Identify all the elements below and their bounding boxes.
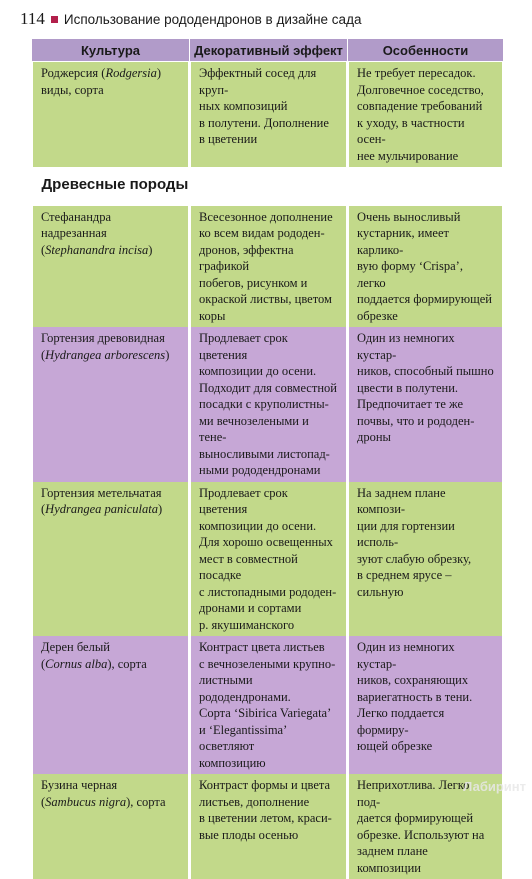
cell-text-line: дается формирующей bbox=[357, 810, 494, 827]
cell-text-line: Стефанандра bbox=[41, 209, 180, 226]
cell-culture bbox=[32, 62, 190, 168]
cell-text-line: ными рододендронами bbox=[199, 462, 338, 479]
running-title: Использование рододендронов в дизайне сада bbox=[64, 12, 362, 27]
cell-text-line: вые плоды осенью bbox=[199, 827, 338, 844]
cell-text-line: (Sambucus nigra), сорта bbox=[41, 794, 180, 811]
plants-table bbox=[30, 38, 505, 879]
cell-text-line: р. якушиманского bbox=[199, 617, 338, 634]
cell-text-line: (Hydrangea arborescens) bbox=[41, 347, 180, 364]
cell-text-line: окраской листвы, цветом bbox=[199, 291, 338, 308]
cell-text-line: ников, способный пышно bbox=[357, 363, 494, 380]
cell-text-line: с вечнозелеными крупно- bbox=[199, 656, 338, 673]
cell-features bbox=[348, 482, 504, 637]
cell-text-line: заднем плане композиции bbox=[357, 843, 494, 876]
page-number: 114 bbox=[20, 9, 45, 29]
cell-text-line: дронов, эффектна графикой bbox=[199, 242, 338, 275]
cell-text-line: почвы, что и рододен- bbox=[357, 413, 494, 430]
cell-text-line: Продлевает срок цветения bbox=[199, 330, 338, 363]
cell-features bbox=[348, 206, 504, 328]
cell-text-line: Очень выносливый bbox=[357, 209, 494, 226]
table-row bbox=[32, 636, 504, 774]
cell-text-line: в среднем ярусе – сильную bbox=[357, 567, 494, 600]
cell-text-line: к уходу, в частности осен- bbox=[357, 115, 494, 148]
watermark-labirint: Лабиринт bbox=[463, 779, 526, 794]
cell-effect bbox=[190, 636, 348, 774]
cell-text-line: Эффектный сосед для круп- bbox=[199, 65, 338, 98]
cell-effect bbox=[190, 327, 348, 482]
cell-text-line: Предпочитает те же bbox=[357, 396, 494, 413]
cell-text-line: и ‘Elegantissima’ осветляют bbox=[199, 722, 338, 755]
cell-text-line: в цветении летом, краси- bbox=[199, 810, 338, 827]
cell-culture bbox=[32, 636, 190, 774]
cell-text-line: Один из немногих кустар- bbox=[357, 330, 494, 363]
cell-text-line: Роджерсия (Rodgersia) bbox=[41, 65, 180, 82]
cell-text-line: Гортензия метельчатая bbox=[41, 485, 180, 502]
cell-text-line: Бузина черная bbox=[41, 777, 180, 794]
cell-text-line: вую форму ‘Crispa’, легко bbox=[357, 258, 494, 291]
table-header-row bbox=[32, 39, 504, 62]
cell-text-line: выносливыми листопад- bbox=[199, 446, 338, 463]
cell-features bbox=[348, 327, 504, 482]
cell-text-line: с листопадными рододен- bbox=[199, 584, 338, 601]
cell-text-line: коры bbox=[199, 308, 338, 325]
table-row bbox=[32, 206, 504, 328]
cell-culture bbox=[32, 482, 190, 637]
cell-culture bbox=[32, 774, 190, 879]
table-row bbox=[32, 482, 504, 637]
cell-text-line: Сорта ‘Sibirica Variegata’ bbox=[199, 705, 338, 722]
cell-text-line: поддается формирующей bbox=[357, 291, 494, 308]
bullet-square-icon bbox=[51, 16, 58, 23]
cell-text-line: Гортензия древовидная bbox=[41, 330, 180, 347]
cell-text-line: композиции до осени. bbox=[199, 518, 338, 535]
cell-text-line: Дерен белый bbox=[41, 639, 180, 656]
cell-effect bbox=[190, 774, 348, 879]
cell-text-line: Неприхотлива. Легко под- bbox=[357, 777, 494, 810]
cell-text-line: цвести в полутени. bbox=[357, 380, 494, 397]
cell-text-line: нее мульчирование bbox=[357, 148, 494, 165]
cell-text-line: дроны bbox=[357, 429, 494, 446]
cell-text-line: Подходит для совместной bbox=[199, 380, 338, 397]
cell-text-line: посадки с круполистны- bbox=[199, 396, 338, 413]
cell-text-line: композицию bbox=[199, 755, 338, 772]
cell-text-line: ми вечнозелеными и тене- bbox=[199, 413, 338, 446]
cell-text-line: кустарник, имеет карлико- bbox=[357, 225, 494, 258]
cell-text-line: обрезке. Используют на bbox=[357, 827, 494, 844]
cell-text-line: надрезанная bbox=[41, 225, 180, 242]
cell-text-line: совпадение требований bbox=[357, 98, 494, 115]
cell-text-line: листьев, дополнение bbox=[199, 794, 338, 811]
table-row bbox=[32, 327, 504, 482]
cell-text-line: ции для гортензии исполь- bbox=[357, 518, 494, 551]
cell-culture bbox=[32, 327, 190, 482]
cell-text-line: мест в совместной посадке bbox=[199, 551, 338, 584]
cell-text-line: ных композиций bbox=[199, 98, 338, 115]
cell-text-line: На заднем плане компози- bbox=[357, 485, 494, 518]
cell-text-line: (Hydrangea paniculata) bbox=[41, 501, 180, 518]
cell-text-line: листными рододендронами. bbox=[199, 672, 338, 705]
table-row bbox=[32, 62, 504, 168]
cell-text-line: Долговечное соседство, bbox=[357, 82, 494, 99]
cell-text-line: Контраст цвета листьев bbox=[199, 639, 338, 656]
cell-text-line: ников, сохраняющих bbox=[357, 672, 494, 689]
cell-features bbox=[348, 636, 504, 774]
cell-text-line: в цветении bbox=[199, 131, 338, 148]
table-body bbox=[32, 62, 504, 879]
cell-text-line: в полутени. Дополнение bbox=[199, 115, 338, 132]
page-header bbox=[20, 6, 512, 32]
cell-effect bbox=[190, 482, 348, 637]
cell-text-line: побегов, рисунком и bbox=[199, 275, 338, 292]
section-title: Древесные породы bbox=[32, 167, 504, 206]
section-row bbox=[32, 167, 504, 206]
cell-text-line: Не требует пересадок. bbox=[357, 65, 494, 82]
cell-text-line: виды, сорта bbox=[41, 82, 180, 99]
cell-text-line: дронами и сортами bbox=[199, 600, 338, 617]
cell-text-line: Один из немногих кустар- bbox=[357, 639, 494, 672]
cell-text-line: Контраст формы и цвета bbox=[199, 777, 338, 794]
column-header-effect: Декоративный эффект bbox=[190, 39, 348, 62]
cell-text-line: обрезке bbox=[357, 308, 494, 325]
column-header-culture: Культура bbox=[32, 39, 190, 62]
cell-text-line: ко всем видам рододен- bbox=[199, 225, 338, 242]
cell-text-line: Легко поддается формиру- bbox=[357, 705, 494, 738]
cell-features bbox=[348, 62, 504, 168]
cell-text-line: вариегатность в тени. bbox=[357, 689, 494, 706]
cell-text-line: (Cornus alba), сорта bbox=[41, 656, 180, 673]
column-header-features: Особенности bbox=[348, 39, 504, 62]
cell-culture bbox=[32, 206, 190, 328]
cell-text-line: Для хорошо освещенных bbox=[199, 534, 338, 551]
cell-effect bbox=[190, 206, 348, 328]
cell-text-line: Продлевает срок цветения bbox=[199, 485, 338, 518]
table-row bbox=[32, 774, 504, 879]
cell-text-line: Всесезонное дополнение bbox=[199, 209, 338, 226]
cell-text-line: зуют слабую обрезку, bbox=[357, 551, 494, 568]
cell-text-line: ющей обрезке bbox=[357, 738, 494, 755]
cell-text-line: (Stephanandra incisa) bbox=[41, 242, 180, 259]
cell-text-line: композиции до осени. bbox=[199, 363, 338, 380]
plants-table-wrapper bbox=[30, 38, 502, 879]
cell-effect bbox=[190, 62, 348, 168]
